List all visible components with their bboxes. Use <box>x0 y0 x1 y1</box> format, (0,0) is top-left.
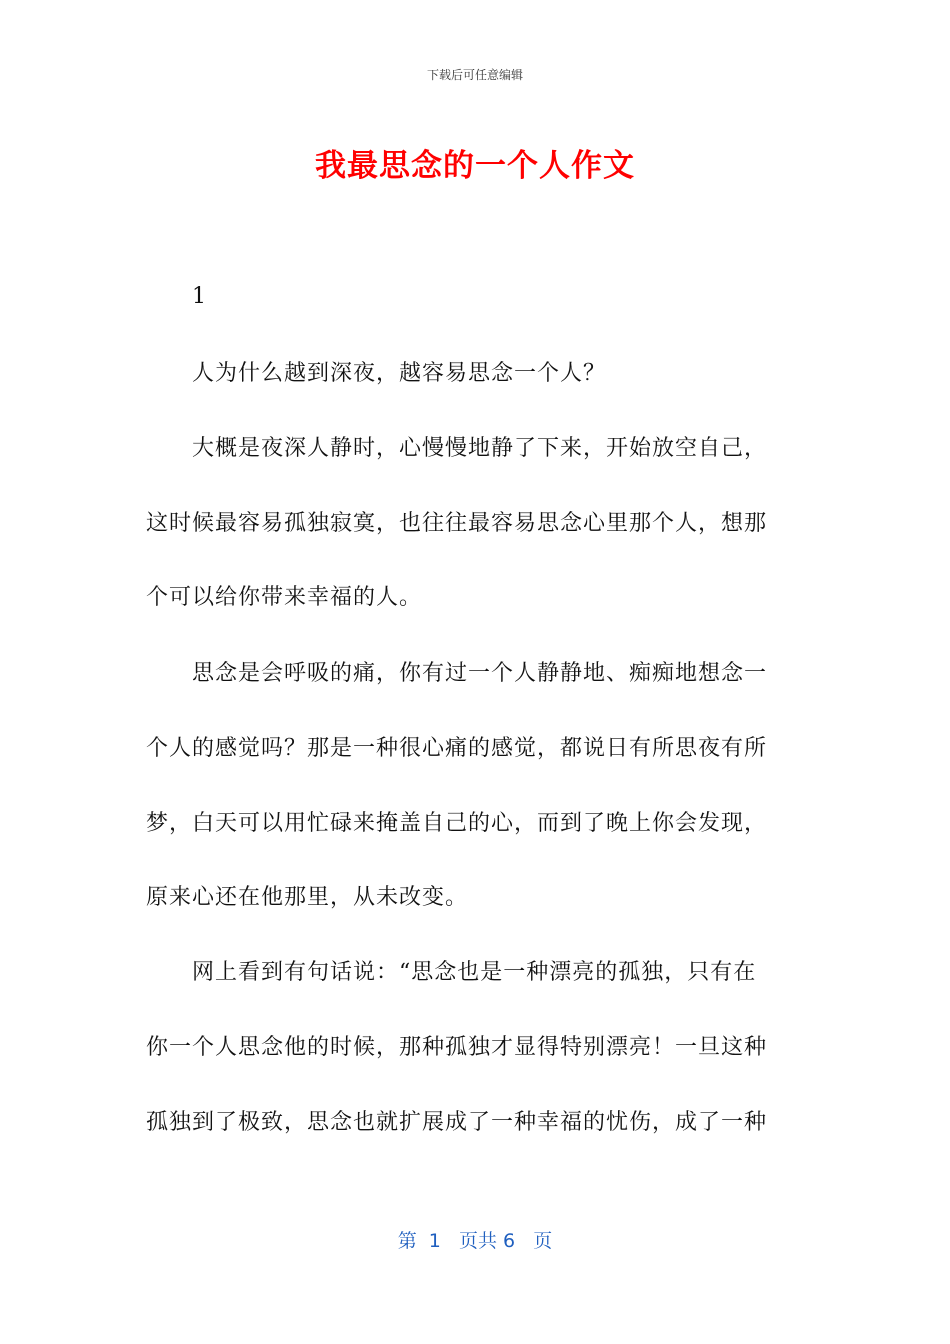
paragraph-line: 梦，白天可以用忙碌来掩盖自己的心，而到了晚上你会发现， <box>146 811 768 836</box>
paragraph-line: 原来心还在他那里，从未改变。 <box>146 885 469 910</box>
document-title: 我最思念的一个人作文 <box>315 148 635 184</box>
section-number: 1 <box>192 284 207 309</box>
header-note: 下载后可任意编辑 <box>426 68 523 82</box>
paragraph-line: 网上看到有句话说：“思念也是一种漂亮的孤独，只有在 <box>192 960 757 985</box>
paragraph-line: 孤独到了极致，思念也就扩展成了一种幸福的忧伤，成了一种 <box>146 1110 768 1135</box>
paragraph-line: 你一个人思念他的时候，那种孤独才显得特别漂亮！一旦这种 <box>146 1035 768 1060</box>
paragraph-line: 个可以给你带来幸福的人。 <box>146 585 423 610</box>
paragraph-line: 这时候最容易孤独寂寞，也往往最容易思念心里那个人，想那 <box>146 511 768 536</box>
paragraph-line: 大概是夜深人静时，心慢慢地静了下来，开始放空自己， <box>192 436 768 461</box>
paragraph-line: 人为什么越到深夜，越容易思念一个人？ <box>192 361 607 386</box>
paragraph-line: 个人的感觉吗？那是一种很心痛的感觉，都说日有所思夜有所 <box>146 736 768 761</box>
page-footer: 第 1 页共 6 页 <box>397 1230 553 1252</box>
paragraph-line: 思念是会呼吸的痛，你有过一个人静静地、痴痴地想念一 <box>192 661 768 686</box>
